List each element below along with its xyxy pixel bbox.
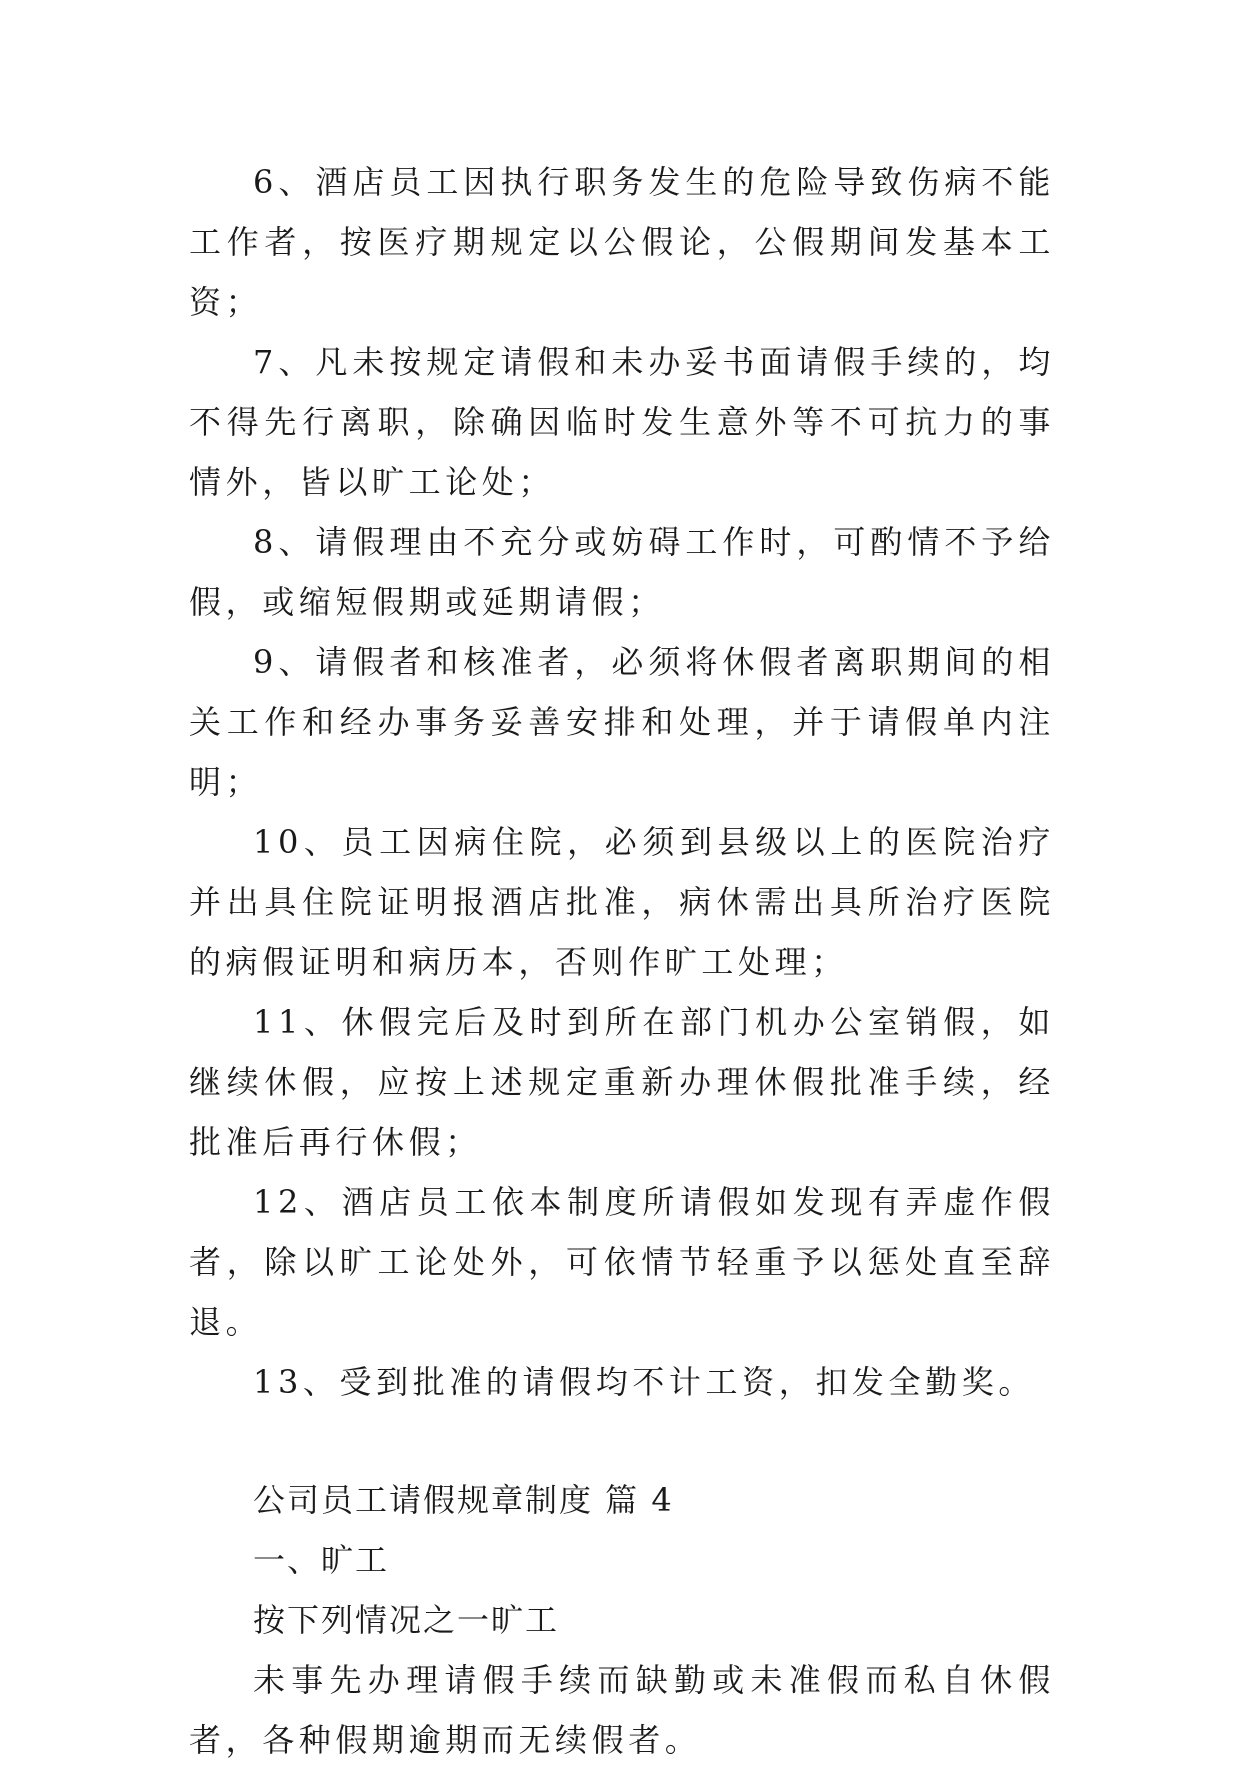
paragraph-item-7: 7、凡未按规定请假和未办妥书面请假手续的，均不得先行离职，除确因临时发生意外等不可抗力的事情外，皆以旷工论处； xyxy=(189,343,1055,501)
paragraph-item-6: 6、酒店员工因执行职务发生的危险导致伤病不能工作者，按医疗期规定以公假论，公假期间发基本工资； xyxy=(189,163,1055,321)
paragraph-item-10: 10、员工因病住院，必须到县级以上的医院治疗并出具住院证明报酒店批准，病休需出具所治疗医院的病假证明和病历本，否则作旷工处理； xyxy=(189,823,1055,981)
document-page xyxy=(189,152,1055,1770)
paragraph-item-11: 11、休假完后及时到所在部门机办公室销假，如继续休假，应按上述规定重新办理休假批准手续，经批准后再行休假； xyxy=(189,1003,1055,1161)
paragraph-item-13: 13、受到批准的请假均不计工资，扣发全勤奖。 xyxy=(253,1363,1035,1401)
sub-intro: 按下列情况之一旷工 xyxy=(253,1601,560,1639)
section-block xyxy=(189,1470,1055,1770)
paragraph-item-9: 9、请假者和核准者，必须将休假者离职期间的相关工作和经办事务妥善安排和处理，并于请假单内注明； xyxy=(189,643,1055,801)
body-paragraph: 未事先办理请假手续而缺勤或未准假而私自休假者，各种假期逾期而无续假者。 xyxy=(189,1661,1055,1759)
section-title: 公司员工请假规章制度 篇 4 xyxy=(253,1481,674,1519)
paragraph-item-8: 8、请假理由不充分或妨碍工作时，可酌情不予给假，或缩短假期或延期请假； xyxy=(189,523,1055,621)
paragraph-item-12: 12、酒店员工依本制度所请假如发现有弄虚作假者，除以旷工论处外，可依情节轻重予以惩处直至辞退。 xyxy=(189,1183,1055,1341)
sub-heading: 一、旷工 xyxy=(253,1541,390,1579)
